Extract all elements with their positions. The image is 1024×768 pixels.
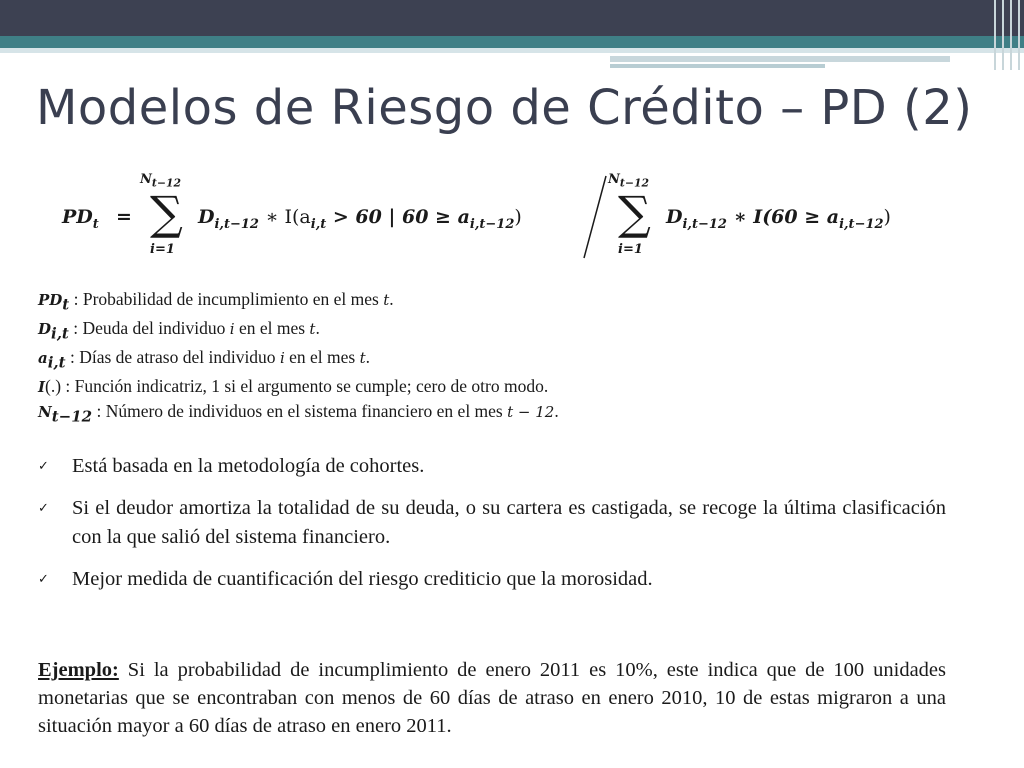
sum-lower-limit: i=1 (618, 242, 643, 257)
summation-icon: ∑ (618, 186, 651, 240)
example-label: Ejemplo: (38, 659, 119, 681)
sum-upper-limit: $N_{t-12}$ (140, 172, 182, 190)
summation-icon: ∑ (150, 186, 183, 240)
checkmark-icon: ✓ (38, 501, 49, 516)
formula-lhs: $PD_t$ (62, 206, 99, 232)
definition-days-overdue: $a_{i,t}$ : Días de atraso del individuo i en el mes t. (38, 347, 370, 372)
definition-indicator: I(.) : Función indicatriz, 1 si el argumento se cumple; cero de otro modo. (38, 376, 549, 396)
pd-formula (0, 170, 1024, 270)
numerator-expression: $D_{i,t-12}$ ∗ $I(a_{i,t} > 60$ | $60 \ge a_{i,t-12}$) (198, 206, 522, 232)
header-vline (1002, 0, 1004, 70)
checkmark-icon: ✓ (38, 572, 49, 587)
sum-upper-limit: $N_{t-12}$ (608, 172, 650, 190)
list-item: ✓ Mejor medida de cuantificación del riesgo crediticio que la morosidad. (38, 565, 946, 594)
definition-pd: $PD_t$ : Probabilidad de incumplimiento en el mes t. (38, 289, 394, 314)
header-stub (610, 56, 950, 62)
header-band-dark (0, 0, 1024, 36)
denominator-expression: $D_{i,t-12}$ ∗ $I(60 \ge a_{i,t-12})$ (666, 206, 891, 232)
header-band-light (0, 48, 1024, 53)
checkmark-icon: ✓ (38, 459, 49, 474)
slide-title: Modelos de Riesgo de Crédito – PD (2) (36, 80, 973, 136)
header-vline (1018, 0, 1020, 70)
header-vline (1010, 0, 1012, 70)
header-stub-secondary (610, 64, 825, 68)
header-vline (994, 0, 996, 70)
definition-count: $N_{t-12}$ : Número de individuos en el sistema financiero en el mes t − 12. (38, 400, 559, 425)
example-text: Si la probabilidad de incumplimiento de enero 2011 es 10%, este indica que de 100 unidades monetarias que se encontraban con menos de 60 días de atraso en enero 2010, 10 de estas migraron a una situación mayor a 60 días de atraso en enero 2011. (38, 659, 946, 737)
list-item: ✓ Está basada en la metodología de cohortes. (38, 452, 946, 481)
example-paragraph (38, 656, 946, 740)
header-band-teal (0, 36, 1024, 48)
formula-equals: = (116, 206, 132, 228)
bullet-list (38, 452, 946, 607)
variable-definitions (38, 288, 559, 429)
sum-lower-limit: i=1 (150, 242, 175, 257)
definition-debt: $D_{i,t}$ : Deuda del individuo i en el mes t. (38, 318, 320, 343)
fraction-slash-icon (580, 174, 610, 262)
list-item: ✓ Si el deudor amortiza la totalidad de su deuda, o su cartera es castigada, se recoge la última clasificación con la que salió del sistema financiero. (38, 494, 946, 552)
